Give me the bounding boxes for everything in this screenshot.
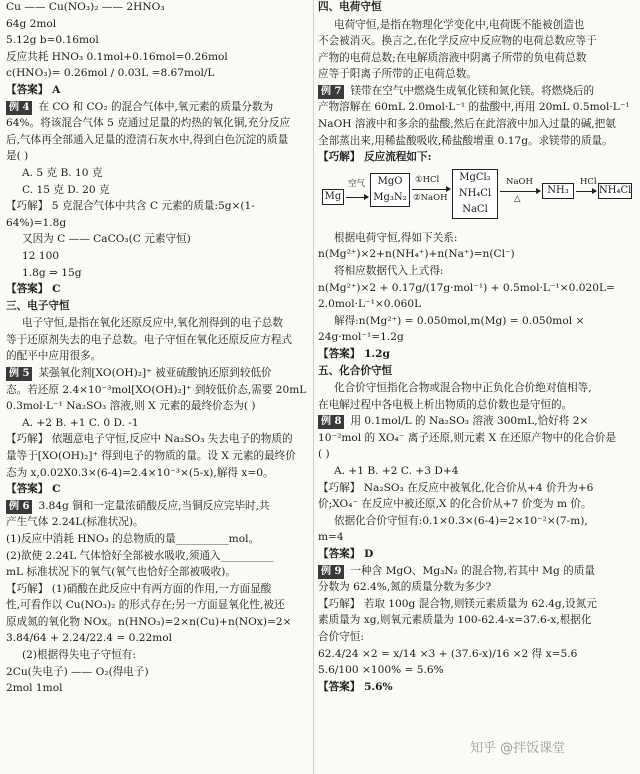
text-line — [318, 530, 634, 547]
text-line — [318, 481, 634, 498]
text-line — [6, 399, 311, 416]
answer-line — [6, 83, 311, 100]
answer-line — [318, 547, 634, 564]
text-line — [6, 349, 311, 366]
line-text: mL 标准状况下的氧气(氧气也恰好全部被吸收)。 — [6, 566, 236, 579]
text-line — [318, 51, 634, 68]
text-line — [6, 17, 311, 34]
text-line — [6, 383, 311, 400]
example-tag: 例 8 — [318, 415, 344, 429]
text-line — [318, 514, 634, 531]
line-text: 在 CO 和 CO₂ 的混合气体中,氧元素的质量分数为 — [38, 100, 274, 113]
answer-line — [6, 282, 311, 299]
example-tag: 例 9 — [318, 565, 344, 579]
line-text: 【答案】 A — [6, 83, 61, 96]
line-text: C. 15 克 D. 20 克 — [22, 183, 110, 196]
section-heading — [318, 364, 634, 382]
line-text: 五、化合价守恒 — [318, 364, 393, 377]
line-text: 3.84g 铜和一定量浓硝酸反应,当铜反应完毕时,共 — [38, 499, 270, 512]
text-line — [318, 34, 634, 51]
text-line — [6, 66, 311, 83]
flow-arrow-3 — [500, 191, 540, 192]
flow-hcl-label-2: HCl — [580, 176, 597, 187]
text-line — [6, 515, 311, 532]
example-question — [6, 100, 311, 117]
line-text: 64%。将该混合气体 5 克通过足量的灼热的氧化铜,充分反应 — [6, 117, 291, 130]
text-line — [318, 67, 634, 84]
text-line — [318, 18, 634, 35]
line-text: ( ) — [318, 448, 330, 461]
text-line — [318, 431, 634, 448]
line-text: 量等于[XO(OH)₂]⁺ 得到电子的物质的量。设 X 元素的最终价 — [6, 449, 296, 462]
line-text: 5.6/100 ×100% = 5.6% — [318, 664, 444, 677]
line-text: A. +2 B. +1 C. 0 D. -1 — [22, 416, 139, 429]
line-text: 四、电荷守恒 — [318, 1, 382, 13]
line-text: 性,可看作以 Cu(NO₃)₂ 的形式存在;另一方面显氧化性,被还 — [6, 599, 285, 612]
line-text: 【巧解】 Na₂SO₃ 在反应中被氧化,化合价从+4 价升为+6 — [318, 481, 594, 494]
line-text: 解得:n(Mg²⁺) = 0.050mol,m(Mg) = 0.050mol × — [334, 314, 585, 327]
text-line — [6, 183, 311, 200]
line-text: (1)反应中消耗 HNO₃ 的总物质的量__________mol。 — [6, 532, 260, 545]
text-line — [318, 100, 634, 117]
line-text: 产物的电荷总数;在电解质溶液中阴离子所带的负电荷总数 — [318, 51, 587, 64]
text-line — [6, 416, 311, 433]
line-text: 【答案】 C — [6, 283, 61, 296]
example-question — [318, 414, 634, 431]
text-line — [6, 598, 311, 615]
text-line — [6, 648, 311, 665]
text-line — [6, 333, 311, 350]
line-text: Cu —— Cu(NO₃)₂ —— 2HNO₃ — [6, 1, 165, 13]
text-line — [6, 565, 311, 582]
text-line — [6, 582, 311, 599]
answer-line — [318, 347, 634, 364]
line-text: 电子守恒,是指在氧化还原反应中,氧化剂得到的电子总数 — [22, 317, 283, 330]
text-line — [6, 631, 311, 648]
line-text: 等于还原剂失去的电子总数。电子守恒在氧化还原反应方程式 — [6, 333, 293, 346]
text-line — [318, 497, 634, 514]
line-text: 5.12g b=0.16mol — [6, 34, 99, 47]
flow-nh4cl-box: NH₄Cl — [598, 183, 632, 199]
left-column — [6, 0, 311, 774]
line-text: m=4 — [318, 531, 344, 544]
text-line — [318, 247, 634, 264]
line-text: 应等于阳离子所带的正电荷总数。 — [318, 68, 477, 81]
text-line — [318, 297, 634, 314]
flow-salts-box: MgCl₂ NH₄Cl NaCl — [452, 169, 498, 219]
line-text: 态。若还原 2.4×10⁻³mol[XO(OH)₂]⁺ 到较低价态,需要 20mL — [6, 383, 307, 396]
line-text: 【答案】 D — [318, 548, 374, 561]
example-question — [6, 366, 311, 383]
line-text: 根据电荷守恒,得如下关系: — [334, 231, 458, 244]
line-text: 【巧解】 5 克混合气体中共含 C 元素的质量:5g×(1- — [6, 200, 255, 213]
text-line — [6, 116, 311, 133]
line-text: (2)欲使 2.24L 气体恰好全部被水吸收,须通入__________ — [6, 549, 274, 562]
right-column — [318, 0, 634, 774]
text-line — [318, 381, 634, 398]
text-line — [6, 266, 311, 283]
text-line — [6, 50, 311, 67]
text-line — [318, 647, 634, 664]
line-text: 3.84/64 + 2.24/22.4 = 0.22mol — [6, 632, 173, 645]
line-text: 64%)=1.8g — [6, 216, 67, 229]
text-line — [318, 134, 634, 151]
text-line — [318, 464, 634, 481]
example-question — [318, 84, 634, 101]
line-text: 是( ) — [6, 150, 29, 163]
line-text: 在电解过程中各电极上析出物质的总价数也是守恒的。 — [318, 398, 573, 411]
flow-air-label: 空气 — [348, 178, 366, 189]
flow-hcl-label: ①HCl — [415, 174, 440, 185]
text-line — [6, 316, 311, 333]
line-text: 又因为 C —— CaCO₃(C 元素守恒) — [22, 233, 191, 246]
watermark: 知乎 @拌饭课堂 — [470, 741, 566, 756]
line-text: 化合价守恒指化合物或混合物中正负化合价绝对值相等, — [334, 382, 592, 395]
text-line — [6, 0, 311, 17]
example-tag: 例 7 — [318, 85, 344, 99]
line-text: 态为 x,0.02X0.3×(6-4)=2.4×10⁻³×(5-x),解得 x=0。 — [6, 466, 274, 479]
text-line — [318, 398, 634, 415]
flow-mg-box: Mg — [322, 189, 344, 205]
line-text: 【巧解】 若取 100g 混合物,则镁元素质量为 62.4g,设氮元 — [318, 597, 597, 610]
column-divider — [313, 0, 314, 774]
line-text: 原成氮的氧化物 NOx。n(HNO₃)=2×n(Cu)+n(NOx)=2× — [6, 615, 292, 628]
flow-naoh-label-1: ②NaOH — [413, 192, 448, 203]
text-line — [6, 249, 311, 266]
line-text: n(Mg²⁺)×2 + 0.17g/(17g·mol⁻¹) + 0.5mol·L⁻¹×0.020L= — [318, 281, 615, 294]
example-tag: 例 5 — [6, 367, 32, 381]
line-text: 素质量为 xg,则氧元素质量为 100-62.4-x=37.6-x,根据化 — [318, 614, 592, 627]
line-text: 【答案】 1.2g — [318, 348, 390, 360]
text-line — [318, 281, 634, 298]
line-text: 依据化合价守恒有:0.1×0.3×(6-4)=2×10⁻²×(7-m), — [334, 514, 588, 527]
flow-nh3-box: NH₃ — [542, 183, 574, 199]
flow-naoh-label-2: NaOH — [506, 176, 533, 187]
text-line — [6, 549, 311, 566]
line-text: 2mol 1mol — [6, 682, 63, 695]
line-text: 用 0.1mol/L 的 Na₂SO₃ 溶液 300mL,恰好将 2× — [350, 415, 589, 428]
line-text: 【巧解】 反应流程如下: — [318, 151, 432, 164]
text-line — [318, 330, 634, 347]
text-line — [6, 432, 311, 449]
line-text: 0.3mol·L⁻¹ Na₂SO₃ 溶液,则 X 元素的最终价态为( ) — [6, 400, 256, 413]
line-text: 【巧解】 依题意电子守恒,反应中 Na₂SO₃ 失去电子的物质的 — [6, 433, 293, 446]
line-text: n(Mg²⁺)×2+n(NH₄⁺)+n(Na⁺)=n(Cl⁻) — [318, 248, 515, 261]
line-text: 1.8g ⇒ 15g — [22, 266, 82, 279]
text-line — [6, 532, 311, 549]
line-text: 的配平中应用很多。 — [6, 350, 102, 363]
text-line — [318, 580, 634, 597]
line-text: 产物溶解在 60mL 2.0mol·L⁻¹ 的盐酸中,再用 20mL 0.5mol·L⁻¹ — [318, 101, 630, 114]
line-text: 【答案】 C — [6, 483, 61, 496]
text-line — [318, 314, 634, 331]
text-line — [6, 466, 311, 483]
text-line — [6, 232, 311, 249]
line-text: 62.4/24 ×2 = x/14 ×3 + (37.6-x)/16 ×2 得 x=5.6 — [318, 647, 578, 660]
text-line — [6, 166, 311, 183]
line-text: NaOH 溶液中和多余的盐酸,然后在此溶液中加入过量的碱,把氨 — [318, 118, 616, 131]
line-text: 某强氧化剂[XO(OH)₂]⁺ 被亚硫酸钠还原到较低价 — [38, 366, 272, 379]
answer-line — [318, 680, 634, 697]
text-line — [318, 613, 634, 630]
line-text: 将相应数据代入上式得: — [334, 265, 444, 278]
line-text: 反应共耗 HNO₃ 0.1mol+0.16mol=0.26mol — [6, 50, 228, 63]
answer-line — [6, 482, 311, 499]
line-text: 三、电子守恒 — [6, 299, 70, 312]
line-text: 【巧解】 (1)硝酸在此反应中有两方面的作用,一方面显酸 — [6, 582, 272, 595]
section-heading — [6, 299, 311, 317]
example-tag: 例 4 — [6, 101, 32, 115]
line-text: 64g 2mol — [6, 17, 57, 30]
line-text: 镁带在空气中燃烧生成氧化镁和氮化镁。将燃烧后的 — [350, 84, 595, 97]
example-question — [318, 564, 634, 581]
example-tag: 例 6 — [6, 500, 32, 514]
flow-arrow-2 — [412, 189, 450, 190]
line-text: 产生气体 2.24L(标准状况)。 — [6, 516, 144, 529]
line-text: 【答案】 5.6% — [318, 680, 393, 693]
line-text: 不会被消灭。换言之,在化学反应中反应物的电荷总数应等于 — [318, 35, 597, 48]
text-line — [318, 117, 634, 134]
text-line — [318, 663, 634, 680]
text-line — [6, 199, 311, 216]
text-line — [6, 665, 311, 682]
flow-heat-label: △ — [514, 193, 521, 204]
line-text: 价;XO₄⁻ 在反应中被还原,X 的化合价从+7 价变为 m 价。 — [318, 498, 592, 511]
flow-arrow-4 — [576, 191, 596, 192]
flow-arrow-1 — [346, 197, 368, 198]
text-line — [318, 447, 634, 464]
example-question — [6, 499, 311, 516]
line-text: c(HNO₃)= 0.26mol / 0.03L =8.67mol/L — [6, 67, 215, 80]
text-line — [6, 681, 311, 698]
text-line — [318, 264, 634, 281]
flow-mgo-box: MgO Mg₃N₂ — [370, 173, 410, 207]
line-text: 分数为 62.4%,氮的质量分数为多少? — [318, 581, 492, 594]
line-text: 全部蒸出来,用稀盐酸吸收,稀盐酸增重 0.17g。求镁带的质量。 — [318, 134, 613, 147]
line-text: A. 5 克 B. 10 克 — [22, 166, 103, 179]
line-text: 后,气体再全部通入足量的澄清石灰水中,得到白色沉淀的质量 — [6, 133, 289, 146]
line-text: 2.0mol·L⁻¹×0.060L — [318, 298, 422, 311]
line-text: 一种含 MgO、Mg₃N₂ 的混合物,若其中 Mg 的质量 — [350, 564, 595, 577]
line-text: A. +1 B. +2 C. +3 D+4 — [334, 465, 459, 478]
line-text: 合价守恒: — [318, 631, 364, 643]
text-line — [318, 231, 634, 248]
line-text: 24g·mol⁻¹=1.2g — [318, 331, 404, 344]
text-line — [6, 449, 311, 466]
line-text: 2Cu(失电子) —— O₂(得电子) — [6, 665, 149, 678]
line-text: 12 100 — [22, 249, 60, 262]
text-line — [6, 149, 311, 166]
text-line — [6, 615, 311, 632]
text-line — [6, 216, 311, 233]
line-text: (2)根据得失电子守恒有: — [22, 649, 136, 662]
line-text: 10⁻²mol 的 XO₄⁻ 离子还原,则元素 X 在还原产物中的化合价是 — [318, 431, 617, 444]
text-line — [318, 597, 634, 614]
text-line — [6, 33, 311, 50]
text-line — [6, 133, 311, 150]
reaction-flowchart — [318, 169, 634, 229]
section-heading — [318, 0, 634, 18]
answer-line — [318, 150, 634, 167]
text-line — [318, 630, 634, 647]
line-text: 电荷守恒,是指在物理化学变化中,电荷既不能被创造也 — [334, 18, 585, 31]
